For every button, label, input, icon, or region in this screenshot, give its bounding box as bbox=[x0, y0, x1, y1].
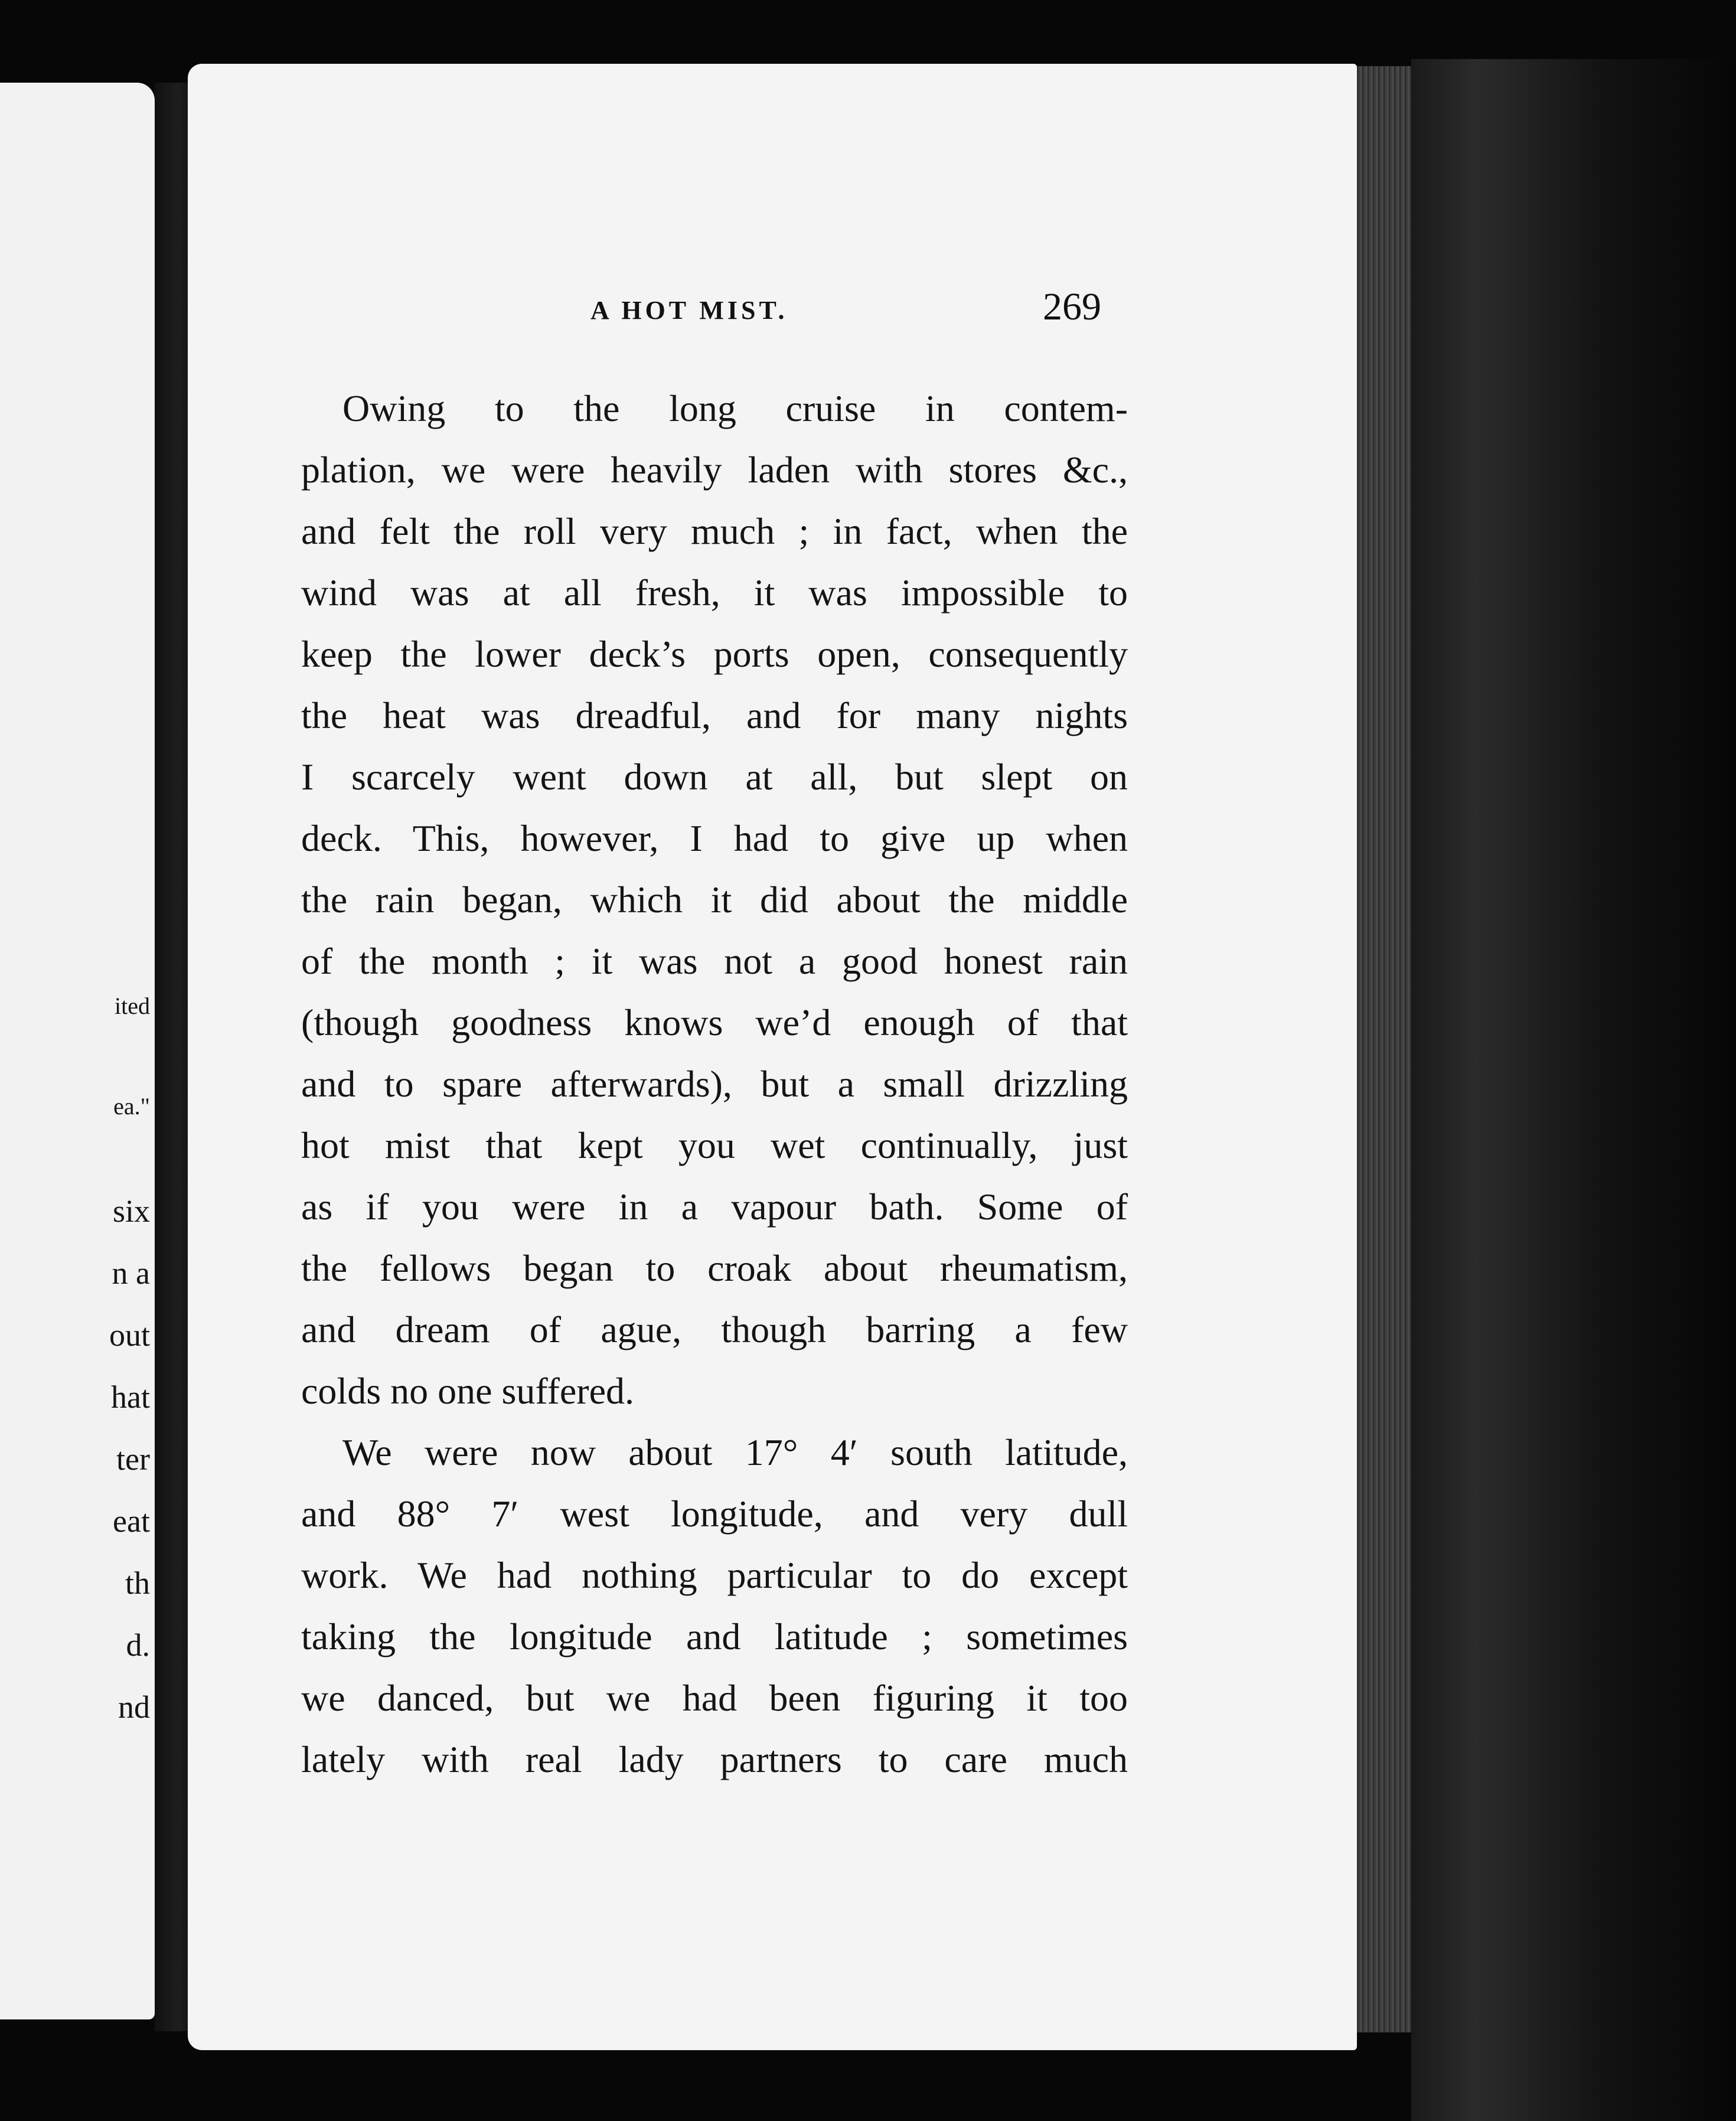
text-line: colds no one suffered. bbox=[301, 1370, 634, 1412]
text-line: lately with real lady partners to care much bbox=[301, 1738, 1128, 1780]
text-line: hot mist that kept you wet continually, just bbox=[301, 1124, 1128, 1166]
text-line: keep the lower deck’s ports open, consequently bbox=[301, 633, 1128, 675]
book-cover bbox=[1411, 59, 1736, 2121]
paragraph bbox=[301, 1422, 1128, 1790]
left-page-fragment: nd bbox=[118, 1689, 150, 1725]
left-page-fragment: eat bbox=[113, 1503, 150, 1539]
text-line: wind was at all fresh, it was impossible to bbox=[301, 572, 1128, 614]
left-page-fragment: n a bbox=[112, 1255, 150, 1291]
left-page-fragment: six bbox=[112, 1193, 150, 1229]
text-line: and dream of ague, though barring a few bbox=[301, 1309, 1128, 1350]
paragraph bbox=[301, 378, 1128, 1422]
left-page-fragment: ea." bbox=[113, 1093, 150, 1120]
left-page-fragment: ited bbox=[115, 993, 150, 1019]
text-line: (though goodness knows we’d enough of that bbox=[301, 1001, 1128, 1043]
text-line: I scarcely went down at all, but slept on bbox=[301, 756, 1128, 798]
text-line: of the month ; it was not a good honest rain bbox=[301, 940, 1128, 982]
text-line: as if you were in a vapour bath. Some of bbox=[301, 1186, 1128, 1228]
previous-page bbox=[0, 83, 155, 2019]
page-number: 269 bbox=[1043, 285, 1101, 328]
page-body bbox=[301, 378, 1128, 1790]
text-line: deck. This, however, I had to give up when bbox=[301, 817, 1128, 859]
running-head: A HOT MIST. bbox=[590, 296, 788, 325]
left-page-fragment: out bbox=[109, 1317, 150, 1353]
left-page-fragment: d. bbox=[126, 1627, 150, 1663]
left-page-fragment: ter bbox=[116, 1441, 150, 1477]
text-line: plation, we were heavily laden with stores &c., bbox=[301, 449, 1128, 491]
text-line: the fellows began to croak about rheumatism, bbox=[301, 1247, 1128, 1289]
text-line: We were now about 17° 4′ south latitude, bbox=[342, 1431, 1128, 1473]
text-line: the rain began, which it did about the middle bbox=[301, 879, 1128, 921]
text-line: we danced, but we had been figuring it too bbox=[301, 1677, 1128, 1719]
left-page-fragment: hat bbox=[111, 1379, 150, 1415]
text-line: work. We had nothing particular to do except bbox=[301, 1554, 1128, 1596]
text-line: the heat was dreadful, and for many nights bbox=[301, 694, 1128, 736]
text-line: and felt the roll very much ; in fact, when the bbox=[301, 510, 1128, 552]
text-line: Owing to the long cruise in contem- bbox=[342, 387, 1128, 429]
text-line: taking the longitude and latitude ; sometimes bbox=[301, 1616, 1128, 1657]
text-line: and 88° 7′ west longitude, and very dull bbox=[301, 1493, 1128, 1535]
text-line: and to spare afterwards), but a small drizzling bbox=[301, 1063, 1128, 1105]
left-page-fragment: th bbox=[125, 1565, 150, 1601]
